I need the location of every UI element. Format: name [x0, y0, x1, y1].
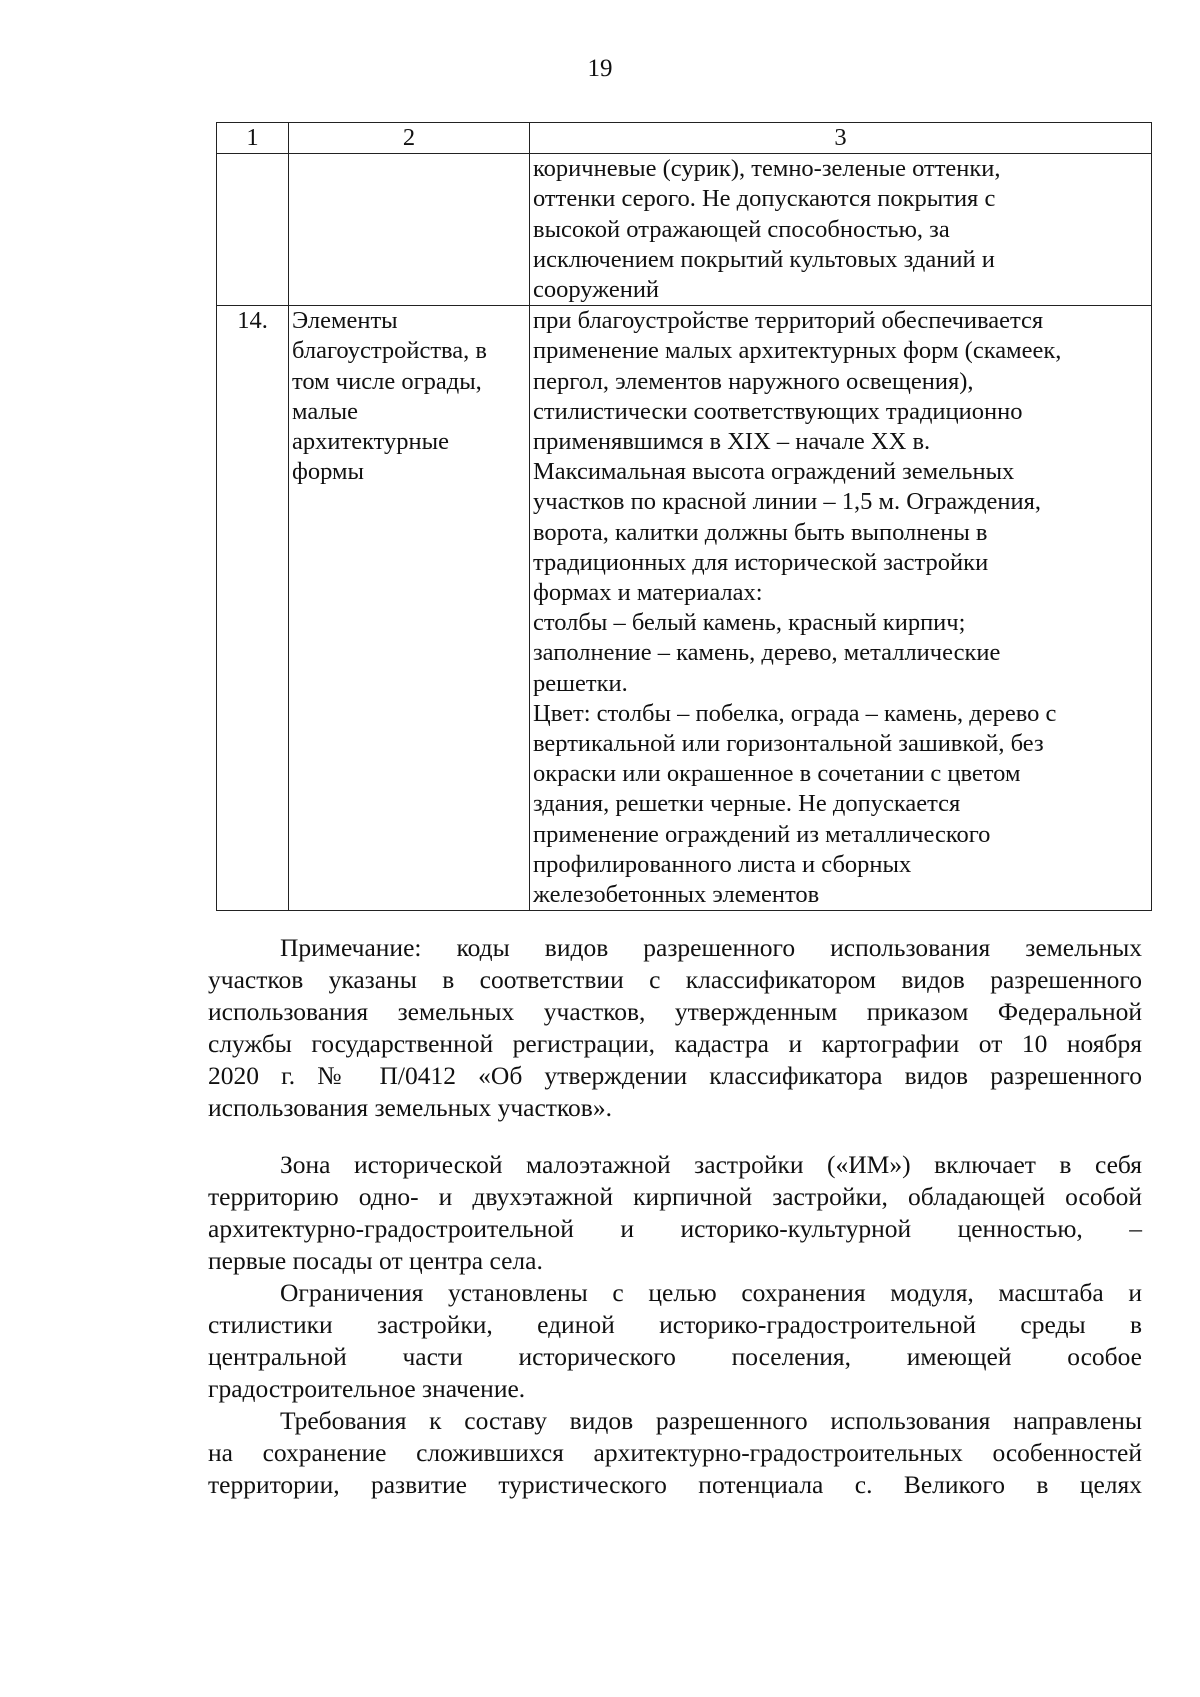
cell-line: исключением покрытий культовых зданий и	[533, 245, 995, 273]
text-line: Ограничения установлены с целью сохранения модуля, масштаба и	[280, 1278, 1142, 1307]
cell-line: традиционных для исторической застройки	[533, 548, 989, 576]
name-line: том числе ограды,	[292, 367, 482, 395]
paragraph-zone-description	[208, 1149, 1142, 1277]
text-line: Зона исторической малоэтажной застройки («ИМ») включает в себя	[280, 1150, 1142, 1179]
text-line: Требования к составу видов разрешенного использования направлены	[280, 1406, 1142, 1435]
text-line: Примечание: коды видов разрешенного использования земельных	[280, 933, 1142, 962]
text-line: стилистики застройки, единой историко-градостроительной среды в	[208, 1310, 1142, 1339]
cell-line: сооружений	[533, 276, 660, 304]
cell-line: коричневые (сурик), темно-зеленые оттенки,	[533, 155, 1001, 183]
cell-line: применявшимся в XIX – начале XX в.	[533, 428, 931, 456]
note-paragraph	[208, 932, 1142, 1124]
cell-line: окраски или окрашенное в сочетании с цветом	[533, 760, 1021, 788]
cell-line: столбы – белый камень, красный кирпич;	[533, 609, 966, 637]
text-line: первые посады от центра села.	[208, 1246, 543, 1275]
cell-line: пергол, элементов наружного освещения),	[533, 367, 974, 395]
text-line: архитектурно-градостроительной и историко-культурной ценностью, –	[208, 1214, 1142, 1243]
cell-line: Цвет: столбы – побелка, ограда – камень, дерево с	[533, 699, 1057, 727]
cell-line: стилистически соответствующих традиционно	[533, 397, 1023, 425]
cell-line: при благоустройстве территорий обеспечивается	[533, 307, 1044, 335]
row-text-cell	[530, 154, 1152, 306]
requirements-table	[216, 122, 1152, 911]
cell-line: высокой отражающей способностью, за	[533, 215, 950, 243]
cell-line: оттенки серого. Не допускаются покрытия с	[533, 185, 996, 213]
cell-line: заполнение – камень, дерево, металлические	[533, 639, 1001, 667]
header-cell-2: 2	[289, 123, 530, 154]
cell-line: железобетонных элементов	[533, 881, 820, 909]
text-line: использования земельных участков, утвержденным приказом Федеральной	[208, 997, 1142, 1026]
cell-line: профилированного листа и сборных	[533, 850, 912, 878]
name-line: Элементы	[292, 307, 398, 335]
row-name-cell	[289, 306, 530, 911]
page-number: 19	[587, 55, 613, 82]
text-line: службы государственной регистрации, кадастра и картографии от 10 ноября	[208, 1029, 1142, 1058]
row-name-cell	[289, 154, 530, 306]
text-line: градостроительное значение.	[208, 1374, 526, 1403]
header-cell-3: 3	[530, 123, 1152, 154]
cell-line: Максимальная высота ограждений земельных	[533, 458, 1015, 486]
cell-line: решетки.	[533, 669, 628, 697]
cell-line: здания, решетки черные. Не допускается	[533, 790, 961, 818]
paragraph-restrictions	[208, 1277, 1142, 1405]
name-line: благоустройства, в	[292, 337, 487, 365]
row-number-cell: 14.	[217, 306, 289, 911]
text-line: территории, развитие туристического потенциала с. Великого в целях	[208, 1470, 1142, 1499]
cell-line: применение малых архитектурных форм (скамеек,	[533, 337, 1062, 365]
text-line: использования земельных участков».	[208, 1093, 612, 1122]
header-cell-1: 1	[217, 123, 289, 154]
text-line: на сохранение сложившихся архитектурно-градостроительных особенностей	[208, 1438, 1142, 1467]
name-line: архитектурные	[292, 428, 449, 456]
cell-line: участков по красной линии – 1,5 м. Ограждения,	[533, 488, 1042, 516]
row-text-cell	[530, 306, 1152, 911]
table-row-14	[217, 306, 1152, 911]
name-line: формы	[292, 458, 364, 486]
text-line: территорию одно- и двухэтажной кирпичной застройки, обладающей особой	[208, 1182, 1142, 1211]
text-line: участков указаны в соответствии с классификатором видов разрешенного	[208, 965, 1142, 994]
table-row-continued	[217, 154, 1152, 306]
cell-line: применение ограждений из металлического	[533, 820, 991, 848]
row-number-cell	[217, 154, 289, 306]
text-line: центральной части исторического поселения, имеющей особое	[208, 1342, 1142, 1371]
cell-line: вертикальной или горизонтальной зашивкой, без	[533, 730, 1044, 758]
text-line: 2020 г. № П/0412 «Об утверждении классификатора видов разрешенного	[208, 1061, 1142, 1090]
paragraph-requirements	[208, 1405, 1142, 1501]
table-header-row	[217, 123, 1152, 154]
name-line: малые	[292, 397, 358, 425]
cell-line: ворота, калитки должны быть выполнены в	[533, 518, 988, 546]
cell-line: формах и материалах:	[533, 579, 763, 607]
